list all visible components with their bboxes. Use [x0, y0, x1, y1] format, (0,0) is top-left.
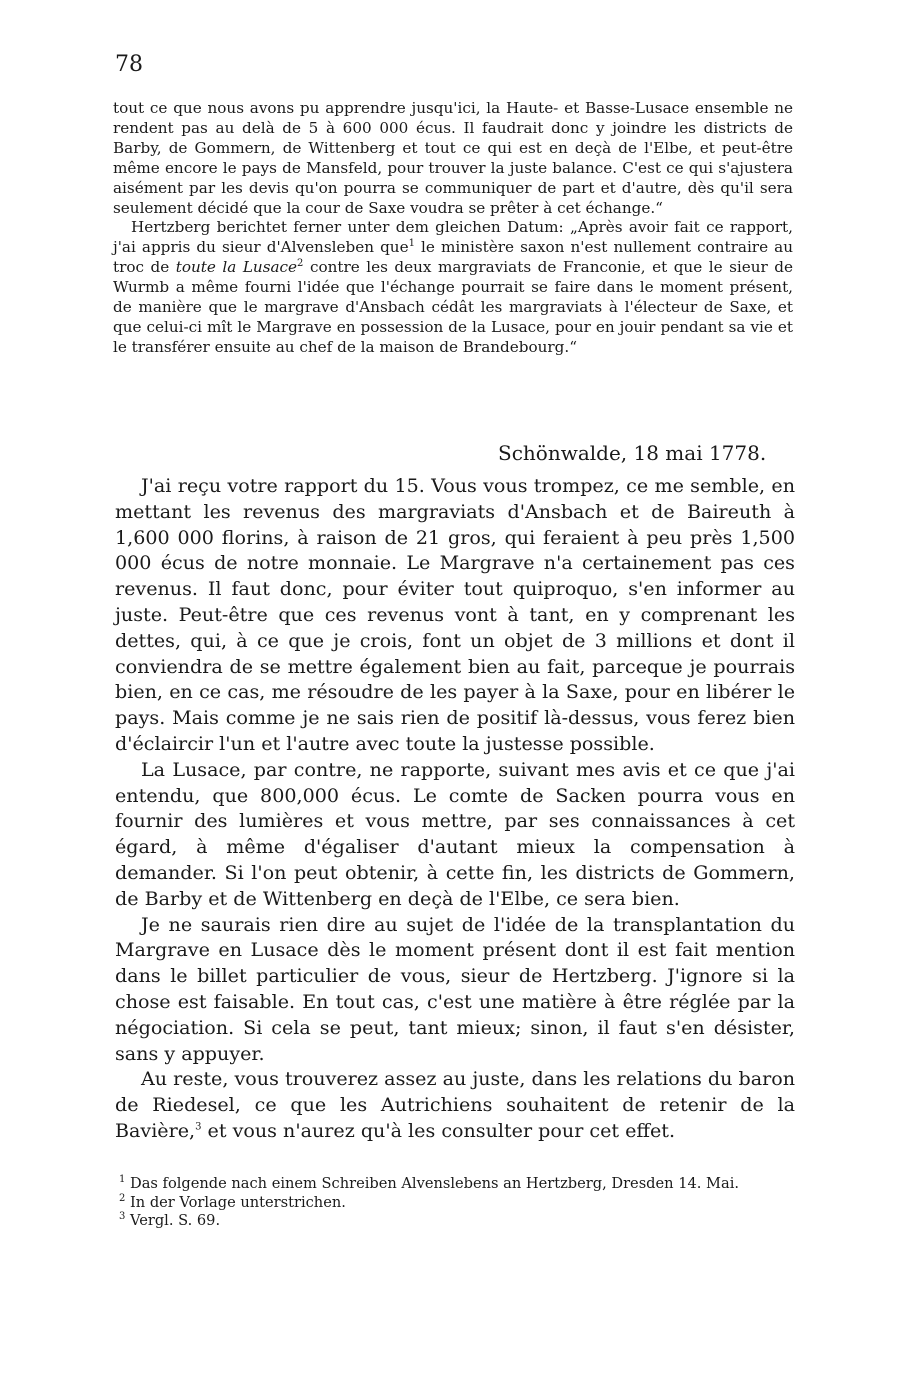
letter-dateline: Schönwalde, 18 mai 1778.	[498, 441, 767, 465]
quote-text: le ministère saxon n'est nullement contraire au troc de	[113, 238, 793, 277]
quote-paragraph: tout ce que nous avons pu apprendre jusqu'ici, la Haute- et Basse-Lusace ensemble ne rendent pas au delà de 5 à 600 000 écus. Il faudrait donc y joindre les districts de Barby, de Gommern, de Wittenberg et tout ce qui est en deçà de l'Elbe, et peut-être même encore le pays de Mansfeld, pour trouver la juste balance. C'est ce qui s'ajustera aisément par les devis qu'on pourra se communiquer de part et d'autre, dès qu'il sera seulement décidé que la cour de Saxe voudra se prêter à cet échange.“	[113, 99, 793, 217]
footnote-text: In der Vorlage unterstrichen.	[130, 1193, 346, 1211]
footnote-text: Vergl. S. 69.	[130, 1212, 221, 1230]
footnote-marker: 2	[119, 1192, 126, 1204]
quote-paragraph	[113, 218, 793, 357]
letter-paragraph	[115, 1066, 795, 1143]
footnote-ref: 2	[297, 258, 304, 270]
footnote	[119, 1212, 795, 1231]
quote-text: Hertzberg berichtet ferner unter dem gleichen Datum: „Après avoir fait ce rapport, j'ai appris du sieur d'Alvensleben que	[113, 218, 793, 257]
footnote-marker: 3	[119, 1211, 126, 1223]
footnote-ref: 1	[408, 238, 415, 250]
letter-text: Au reste, vous trouverez assez au juste, dans les relations du baron de Riedesel, ce que les Autrichiens souhaitent de retenir de la Bavière,	[115, 1067, 795, 1142]
letter-body	[115, 473, 795, 1144]
footnotes	[119, 1175, 795, 1231]
quote-text: contre les deux margraviats de Franconie, et que le sieur de Wurmb a même fourni l'idée que l'échange pourrait se faire dans le moment présent, de manière que le margrave d'Ansbach cédât les margraviats à l'électeur de Saxe, et que celui-ci mît le Margrave en possession de la Lusace, pour en jouir pendant sa vie et le transférer ensuite au chef de la maison de Brandebourg.“	[113, 258, 793, 356]
footnote	[119, 1175, 795, 1194]
quoted-report	[113, 99, 793, 358]
page-number: 78	[115, 52, 143, 77]
footnote	[119, 1194, 795, 1213]
letter-paragraph: La Lusace, par contre, ne rapporte, suivant mes avis et ce que j'ai entendu, que 800,000 écus. Le comte de Sacken pourra vous en fournir des lumières et vous mettre, par ses connaissances à cet égard, à même d'égaliser d'autant mieux la compensation à demander. Si l'on peut obtenir, à cette fin, les districts de Gommern, de Barby et de Wittenberg en deçà de l'Elbe, ce sera bien.	[115, 757, 795, 910]
footnote-ref: 3	[195, 1121, 202, 1133]
letter-text: et vous n'aurez qu'à les consulter pour cet effet.	[201, 1118, 676, 1142]
letter-paragraph: J'ai reçu votre rapport du 15. Vous vous trompez, ce me semble, en mettant les revenus des margraviats d'Ansbach et de Baireuth à 1,600 000 florins, à raison de 21 gros, qui feraient à peu près 1,500 000 écus de notre monnaie. Le Margrave n'a certainement pas ces revenus. Il faut donc, pour éviter tout quiproquo, s'en informer au juste. Peut-être que ces revenus vont à tant, en y comprenant les dettes, qui, à ce que je crois, font un objet de 3 millions et dont il conviendra de se mettre également bien au fait, parceque je pourrais bien, en ce cas, me résoudre de les payer à la Saxe, pour en libérer le pays. Mais comme je ne sais rien de positif là-dessus, vous ferez bien d'éclaircir l'un et l'autre avec toute la justesse possible.	[115, 474, 795, 755]
letter-paragraph: Je ne saurais rien dire au sujet de l'idée de la transplantation du Margrave en Lusace dès le moment présent dont il est fait mention dans le billet particulier de vous, sieur de Hertzberg. J'ignore si la chose est faisable. En tout cas, c'est une matière à être réglée par la négociation. Si cela se peut, tant mieux; sinon, il faut s'en désister, sans y appuyer.	[115, 912, 795, 1065]
footnote-marker: 1	[119, 1174, 126, 1186]
emphasized-text: toute la Lusace	[175, 258, 298, 277]
footnote-text: Das folgende nach einem Schreiben Alvenslebens an Hertzberg, Dresden 14. Mai.	[130, 1175, 739, 1192]
